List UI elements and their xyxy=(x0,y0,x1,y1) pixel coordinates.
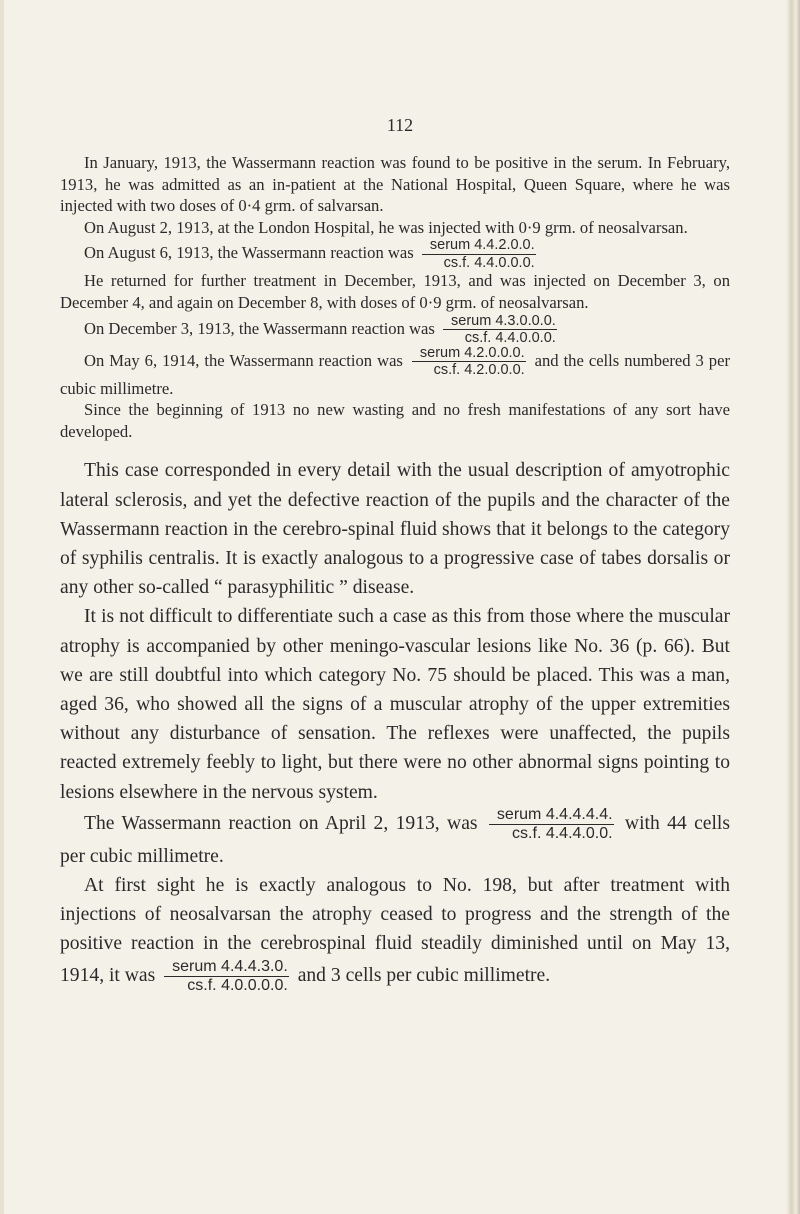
paragraph-december-3-1913 xyxy=(60,314,730,346)
fraction-serum: serum 4.4.4.3.0. xyxy=(164,959,289,977)
page-binding-edge xyxy=(786,0,800,1214)
paragraph-august-6-1913 xyxy=(60,238,730,270)
reaction-outro: with 44 cells per cubic millimetre. xyxy=(60,812,730,867)
fraction-serum: serum 4.3.0.0.0. xyxy=(443,314,557,331)
fraction-csf: cs.f. 4.4.0.0.0. xyxy=(464,330,556,347)
wassermann-fraction xyxy=(443,314,557,346)
reaction-intro: At first sight he is exactly analogous to No. 198, but after treatment with injections of neosalvarsan the atrophy ceased to progress and the strength of the positive reaction in the cerebrospinal fluid steadily diminished until on May 13, 1914, it was xyxy=(60,874,730,986)
page-body xyxy=(60,152,730,994)
reaction-intro: On December 3, 1913, the Wassermann reaction was xyxy=(84,318,435,338)
wassermann-fraction xyxy=(489,807,614,842)
page-number: 112 xyxy=(386,115,414,135)
paragraph-differentiation: It is not difficult to differentiate such a case as this from those where the muscular atrophy is accompanied by other meningo-vascular lesions like No. 36 (p. 66). But we are still doubtful into which category No. 75 should be placed. This was a man, aged 36, who showed all the signs of a muscular atrophy of the upper extremities without any disturbance of sensation. The reflexes were unaffected, the pupils reacted extremely feebly to light, but there were no other abnormal signs pointing to lesions elsewhere in the nervous system. xyxy=(60,606,730,803)
paragraph-december-treatment: He returned for further treatment in December, 1913, and was injected on December 3, on December 4, and again on December 8, with doses of 0·9 grm. of neosalvarsan. xyxy=(60,271,730,312)
paragraph-april-2-1913 xyxy=(60,807,730,871)
paragraph-january-1913: In January, 1913, the Wassermann reaction was found to be positive in the serum. In February, 1913, he was admitted as an in-patient at the National Hospital, Queen Square, where he was injected with two doses of 0·4 grm. of salvarsan. xyxy=(60,153,730,216)
reaction-intro: On August 6, 1913, the Wassermann reaction was xyxy=(84,243,414,263)
paragraph-first-sight xyxy=(60,871,730,994)
reaction-intro: On May 6, 1914, the Wassermann reaction was xyxy=(84,350,403,370)
paragraph-may-6-1914 xyxy=(60,346,730,400)
fraction-csf: cs.f. 4.4.4.0.0. xyxy=(512,824,613,842)
reaction-outro: and the cells numbered 3 per cubic millimetre. xyxy=(60,350,730,398)
reaction-intro: The Wassermann reaction on April 2, 1913, was xyxy=(84,812,478,834)
wassermann-fraction xyxy=(412,346,526,378)
fraction-csf: cs.f. 4.2.0.0.0. xyxy=(433,362,525,379)
page-left-edge xyxy=(0,0,4,1214)
fraction-serum: serum 4.4.2.0.0. xyxy=(422,238,536,255)
fraction-csf: cs.f. 4.4.0.0.0. xyxy=(443,254,535,271)
paragraph-since-1913: Since the beginning of 1913 no new wasting and no fresh manifestations of any sort have developed. xyxy=(60,400,730,441)
fraction-serum: serum 4.2.0.0.0. xyxy=(412,346,526,363)
wassermann-fraction xyxy=(422,238,536,270)
fraction-serum: serum 4.4.4.4.4. xyxy=(489,807,614,825)
paragraph-august-2-1913: On August 2, 1913, at the London Hospital, he was injected with 0·9 grm. of neosalvarsan. xyxy=(84,217,688,237)
wassermann-fraction xyxy=(164,959,289,994)
paragraph-amyotrophic-sclerosis: This case corresponded in every detail with the usual description of amyotrophic lateral sclerosis, and yet the defective reaction of the pupils and the character of the Wassermann reaction in the cerebro-spinal fluid shows that it belongs to the category of syphilis centralis. It is exactly analogous to a progressive case of tabes dorsalis or any other so-called “ parasyphilitic ” disease. xyxy=(60,460,730,599)
discussion-text xyxy=(60,456,730,993)
reaction-outro: and 3 cells per cubic millimetre. xyxy=(297,964,551,986)
case-notes-small-print xyxy=(60,152,730,442)
fraction-csf: cs.f. 4.0.0.0.0. xyxy=(187,976,288,994)
